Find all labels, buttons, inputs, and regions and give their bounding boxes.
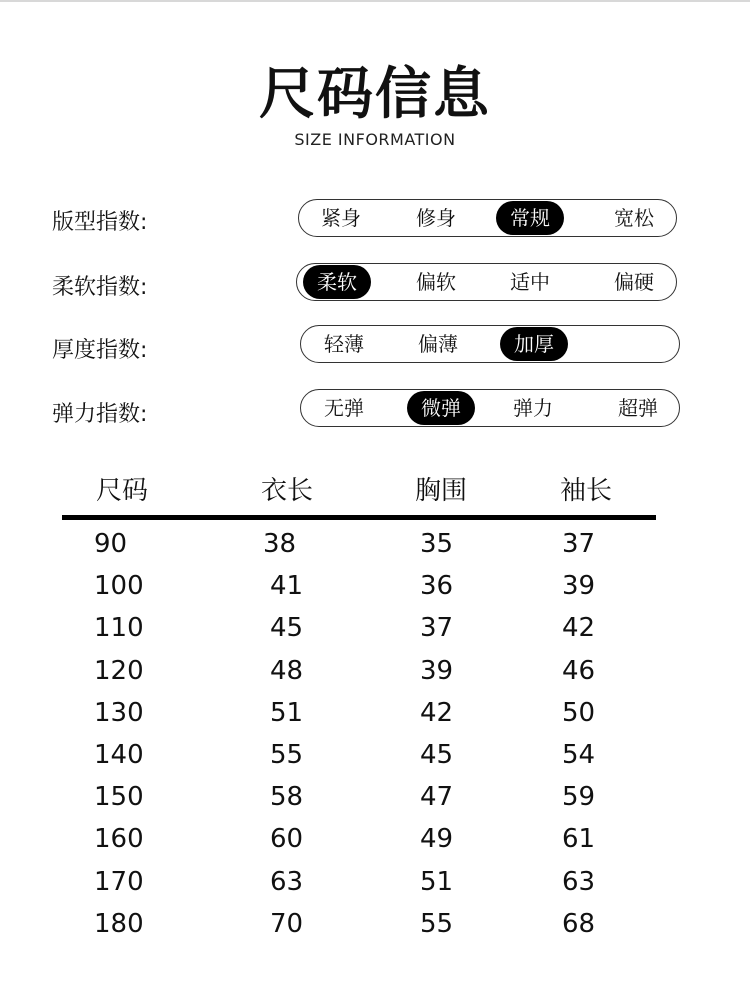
softness-option-slightly-hard: 偏硬 xyxy=(614,270,654,294)
softness-index-scale xyxy=(296,263,677,301)
cell-length: 63 xyxy=(270,866,304,897)
cell-chest: 42 xyxy=(420,697,454,728)
page-title: 尺码信息 xyxy=(259,62,491,127)
thickness-option-thin: 轻薄 xyxy=(324,332,364,356)
cell-length: 70 xyxy=(270,908,304,939)
column-header-sleeve: 袖长 xyxy=(559,476,613,506)
cell-sleeve: 39 xyxy=(562,571,596,602)
fit-option-slim: 紧身 xyxy=(321,206,361,230)
cell-size: 100 xyxy=(94,571,144,602)
cell-sleeve: 68 xyxy=(562,908,596,939)
elasticity-index-scale xyxy=(300,389,680,427)
softness-option-medium: 适中 xyxy=(510,270,550,294)
header-divider xyxy=(62,515,656,520)
cell-sleeve: 61 xyxy=(562,824,596,855)
cell-size: 90 xyxy=(94,529,128,559)
cell-size: 120 xyxy=(94,655,144,686)
softness-option-slightly-soft: 偏软 xyxy=(416,270,456,294)
fit-index-label: 版型指数: xyxy=(52,210,148,235)
cell-size: 140 xyxy=(94,740,144,770)
cell-chest: 47 xyxy=(420,782,454,813)
elasticity-option-stretch: 弹力 xyxy=(513,396,553,420)
column-header-chest: 胸围 xyxy=(414,476,468,506)
cell-chest: 35 xyxy=(420,529,454,559)
top-border xyxy=(0,0,750,2)
elasticity-option-super: 超弹 xyxy=(618,396,658,420)
softness-option-soft: 柔软 xyxy=(303,265,371,299)
cell-size: 170 xyxy=(94,866,144,897)
cell-size: 110 xyxy=(94,613,144,644)
cell-chest: 37 xyxy=(420,613,454,644)
thickness-index-scale xyxy=(300,325,680,363)
elasticity-option-none: 无弹 xyxy=(324,396,364,420)
cell-length: 58 xyxy=(270,782,304,813)
cell-sleeve: 46 xyxy=(562,655,596,686)
cell-size: 180 xyxy=(94,908,144,939)
thickness-option-thick: 加厚 xyxy=(500,327,568,361)
cell-size: 150 xyxy=(94,782,144,813)
thickness-option-slightly-thin: 偏薄 xyxy=(418,332,458,356)
cell-sleeve: 63 xyxy=(562,866,596,897)
softness-index-label: 柔软指数: xyxy=(52,275,148,300)
cell-chest: 36 xyxy=(420,571,454,602)
page-subtitle: SIZE INFORMATION xyxy=(294,130,456,149)
cell-chest: 55 xyxy=(420,908,454,939)
cell-length: 45 xyxy=(270,613,304,644)
cell-size: 130 xyxy=(94,697,144,728)
cell-length: 48 xyxy=(270,655,304,686)
cell-chest: 49 xyxy=(420,824,454,855)
cell-sleeve: 50 xyxy=(562,697,596,728)
cell-length: 55 xyxy=(270,740,304,770)
cell-chest: 51 xyxy=(420,866,454,897)
cell-length: 41 xyxy=(270,571,304,602)
cell-length: 38 xyxy=(263,529,297,559)
fit-index-scale xyxy=(298,199,677,237)
fit-option-loose: 宽松 xyxy=(614,206,654,230)
fit-option-regular: 常规 xyxy=(496,201,564,235)
column-header-length: 衣长 xyxy=(260,476,314,506)
cell-sleeve: 37 xyxy=(562,529,596,559)
cell-chest: 45 xyxy=(420,740,454,770)
elasticity-index-label: 弹力指数: xyxy=(52,402,148,427)
column-header-size: 尺码 xyxy=(95,476,149,506)
cell-sleeve: 42 xyxy=(562,613,596,644)
cell-size: 160 xyxy=(94,824,144,855)
fit-option-tailored: 修身 xyxy=(416,206,456,230)
cell-chest: 39 xyxy=(420,655,454,686)
thickness-index-label: 厚度指数: xyxy=(52,338,148,363)
cell-length: 51 xyxy=(270,697,304,728)
cell-sleeve: 54 xyxy=(562,740,596,770)
cell-length: 60 xyxy=(270,824,304,855)
cell-sleeve: 59 xyxy=(562,782,596,813)
elasticity-option-slight: 微弹 xyxy=(407,391,475,425)
